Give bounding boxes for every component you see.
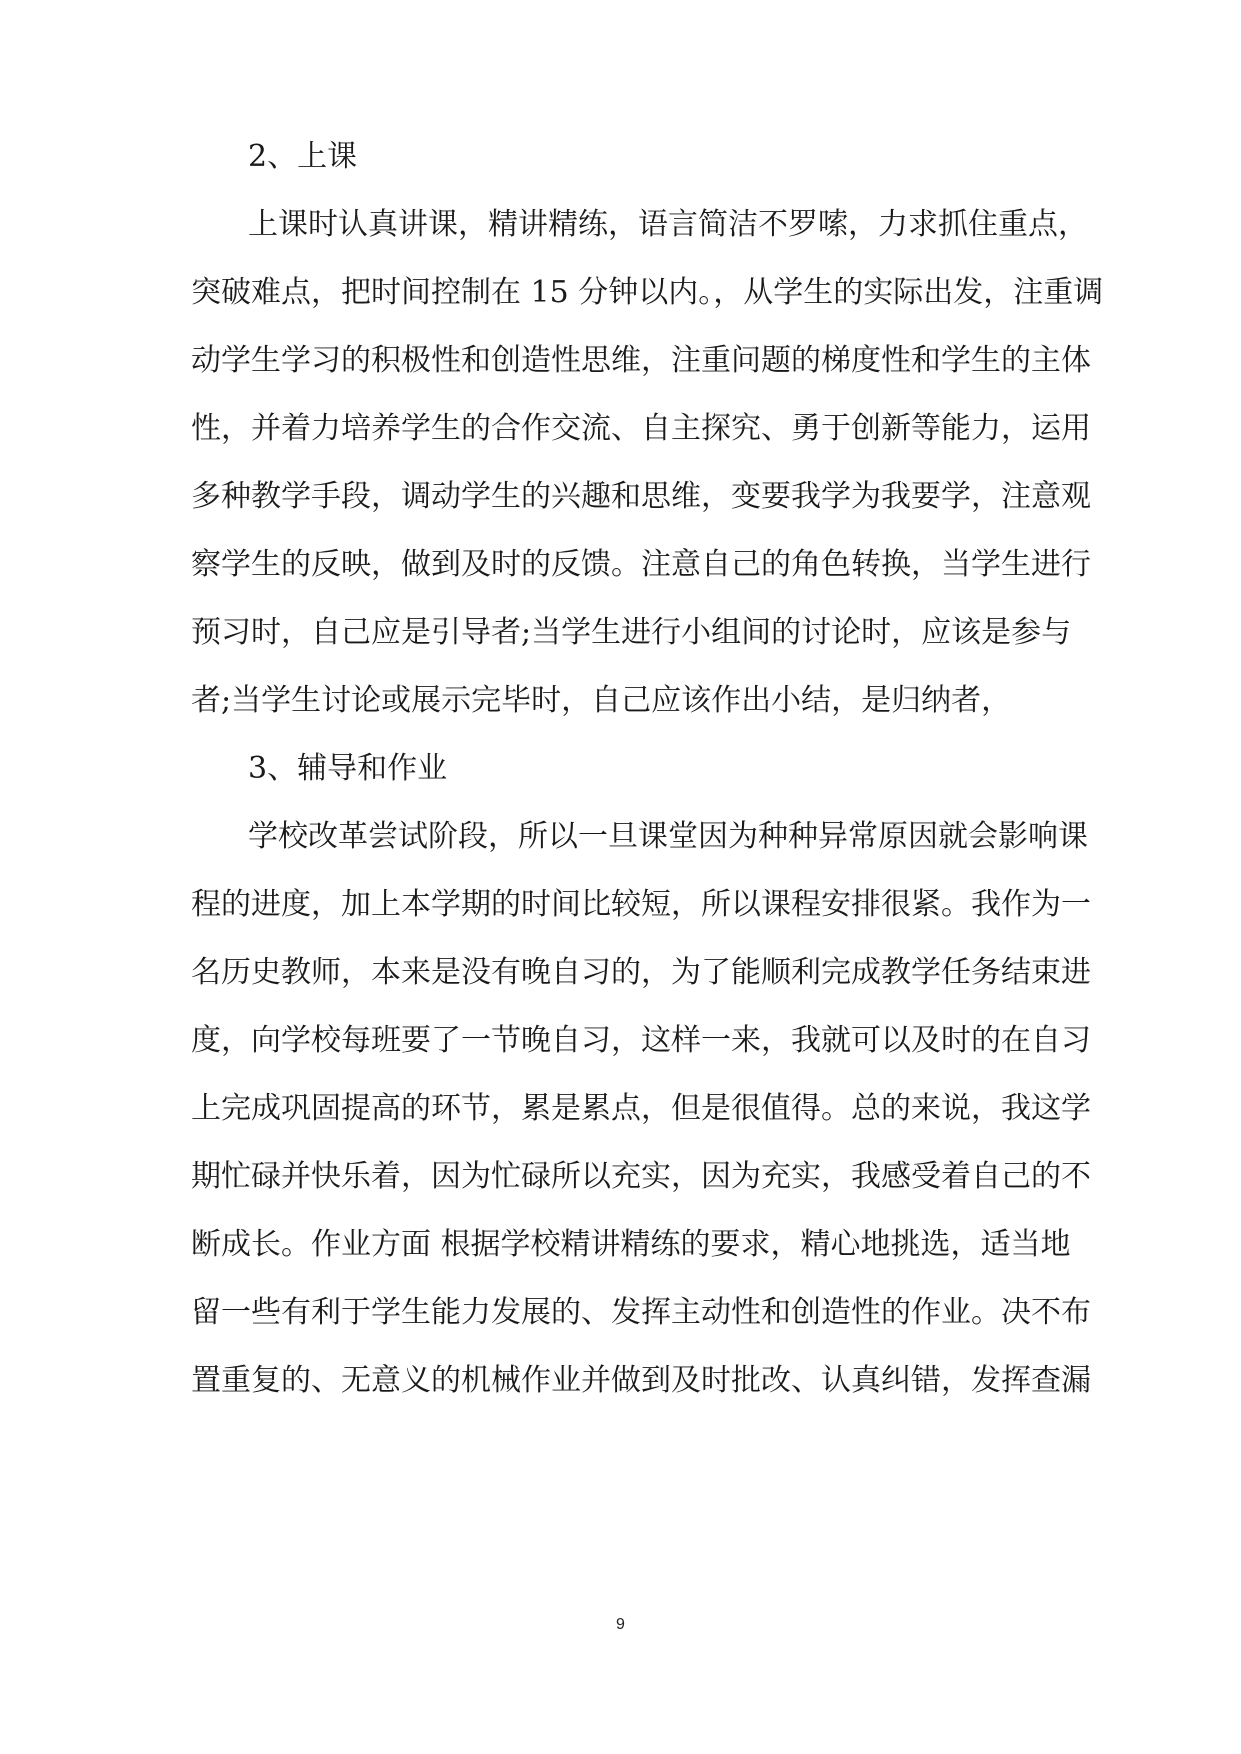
paragraph-line: 上完成巩固提高的环节，累是累点，但是很值得。总的来说，我这学 [191,1091,1091,1126]
paragraph-line: 动学生学习的积极性和创造性思维，注重问题的梯度性和学生的主体 [191,343,1091,378]
paragraph-line: 上课时认真讲课，精讲精练，语言简洁不罗嗦，力求抓住重点， [248,207,1088,242]
paragraph-line: 期忙碌并快乐着，因为忙碌所以充实，因为充实，我感受着自己的不 [191,1159,1091,1194]
paragraph-line: 名历史教师，本来是没有晚自习的，为了能顺利完成教学任务结束进 [191,955,1091,990]
paragraph-line: 置重复的、无意义的机械作业并做到及时批改、认真纠错，发挥查漏 [191,1363,1091,1398]
paragraph-line: 者;当学生讨论或展示完毕时，自己应该作出小结，是归纳者， [191,683,1012,718]
paragraph-line: 突破难点，把时间控制在 15 分钟以内。，从学生的实际出发，注重调 [191,275,1104,310]
section-heading-homework: 3、辅导和作业 [248,751,448,786]
paragraph-line: 度，向学校每班要了一节晚自习，这样一来，我就可以及时的在自习 [191,1023,1091,1058]
page-number: 9 [616,1616,625,1633]
paragraph-line: 断成长。作业方面 根据学校精讲精练的要求，精心地挑选，适当地 [191,1227,1071,1262]
paragraph-line: 留一些有利于学生能力发展的、发挥主动性和创造性的作业。决不布 [191,1295,1091,1330]
section-heading-class: 2、上课 [248,139,358,174]
paragraph-line: 程的进度，加上本学期的时间比较短，所以课程安排很紧。我作为一 [191,887,1091,922]
paragraph-line: 察学生的反映，做到及时的反馈。注意自己的角色转换，当学生进行 [191,547,1091,582]
paragraph-line: 性，并着力培养学生的合作交流、自主探究、勇于创新等能力，运用 [191,411,1091,446]
paragraph-line: 预习时，自己应是引导者;当学生进行小组间的讨论时，应该是参与 [191,615,1072,650]
paragraph-line: 多种教学手段，调动学生的兴趣和思维，变要我学为我要学，注意观 [191,479,1091,514]
paragraph-line: 学校改革尝试阶段，所以一旦课堂因为种种异常原因就会影响课 [248,819,1088,854]
